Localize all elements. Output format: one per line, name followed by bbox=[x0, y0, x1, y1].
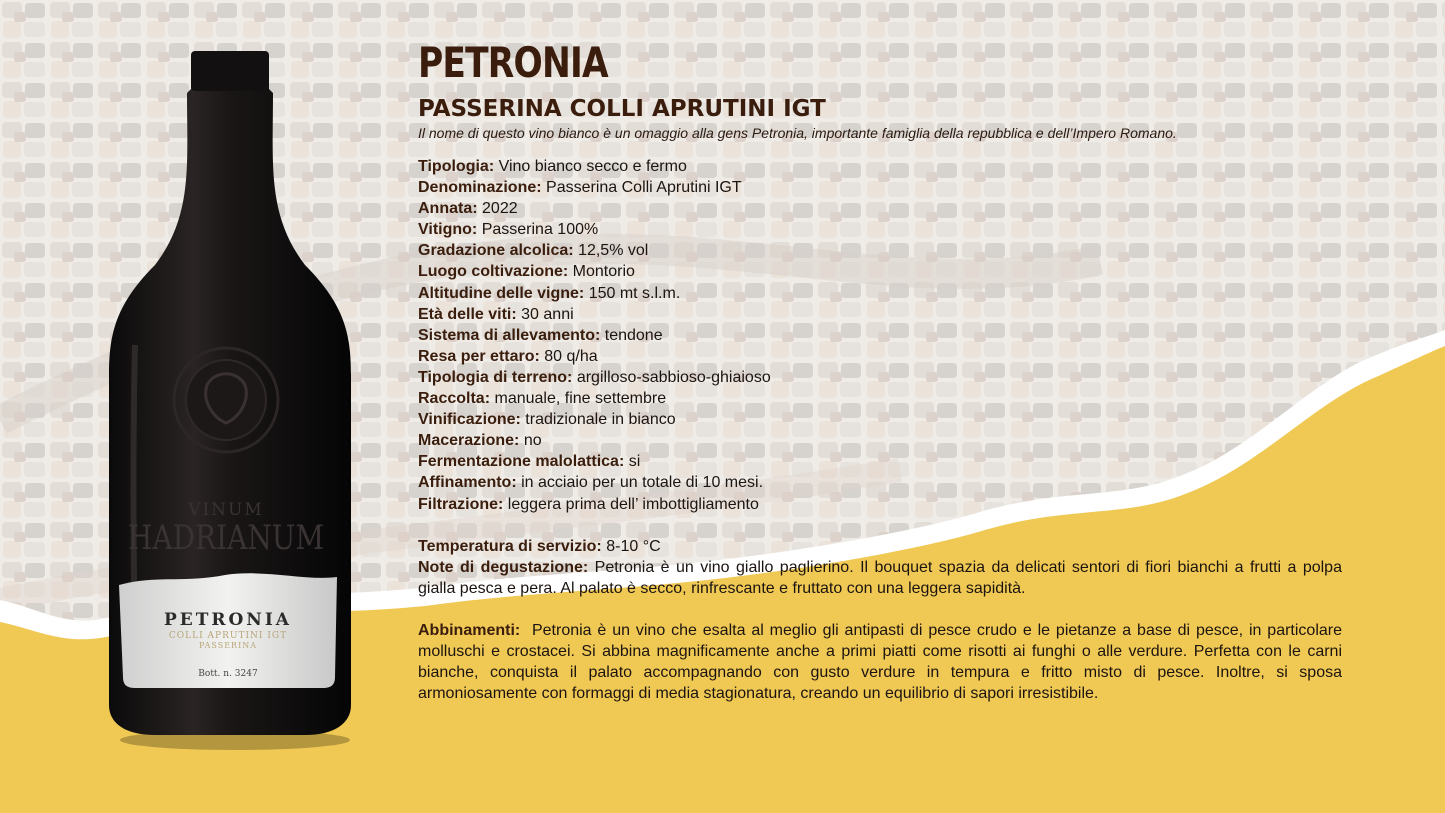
spec-row bbox=[418, 261, 1342, 282]
spec-label: Resa per ettaro: bbox=[418, 347, 540, 365]
spec-label: Affinamento: bbox=[418, 474, 517, 492]
spec-row bbox=[418, 177, 1342, 198]
wine-name: PETRONIA bbox=[418, 38, 608, 87]
label-line2: PASSERINA bbox=[198, 641, 258, 650]
spec-row bbox=[418, 219, 1342, 240]
spec-value: no bbox=[523, 432, 542, 450]
spec-value: si bbox=[628, 453, 641, 471]
spec-row bbox=[418, 304, 1342, 325]
spec-label: Gradazione alcolica: bbox=[418, 242, 574, 260]
spec-row bbox=[418, 156, 1342, 177]
bottle-brand-top: VINUM bbox=[188, 500, 264, 520]
spec-row bbox=[418, 451, 1342, 472]
spec-value: 150 mt s.l.m. bbox=[588, 284, 681, 302]
spec-row bbox=[418, 367, 1342, 388]
spec-row bbox=[418, 388, 1342, 409]
food-pairings bbox=[418, 620, 1342, 704]
spec-value: argilloso-sabbioso-ghiaioso bbox=[576, 368, 771, 386]
spec-value: 2022 bbox=[482, 200, 518, 218]
spec-value: 30 anni bbox=[521, 305, 574, 323]
spec-value: 80 q/ha bbox=[544, 347, 598, 365]
tasting-value: Petronia è un vino giallo paglierino. Il bouquet spazia da delicati sentori di fiori bianchi a frutti a polpa gialla pesca e pera. Al palato è secco, rinfrescante e fruttato con una leggera sapidità. bbox=[418, 558, 1342, 597]
label-bottle-number: Bott. n. 3247 bbox=[198, 669, 258, 679]
bottle-brand-main: HADRIANUM bbox=[128, 518, 324, 558]
spec-label: Età delle viti: bbox=[418, 305, 517, 323]
spec-row bbox=[418, 494, 1342, 515]
wine-title: PASSERINA COLLI APRUTINI IGT bbox=[418, 96, 826, 122]
spec-label: Tipologia di terreno: bbox=[418, 368, 573, 386]
label-name: PETRONIA bbox=[163, 610, 293, 630]
spec-row bbox=[418, 472, 1342, 493]
spec-label: Filtrazione: bbox=[418, 495, 504, 513]
spec-label: Fermentazione malolattica: bbox=[418, 453, 625, 471]
wine-bottle-image bbox=[95, 45, 365, 755]
spec-value: manuale, fine settembre bbox=[494, 390, 667, 408]
spec-value: Passerina Colli Aprutini IGT bbox=[546, 179, 742, 197]
spec-value: in acciaio per un totale di 10 mesi. bbox=[521, 474, 764, 492]
spec-label: Sistema di allevamento: bbox=[418, 326, 601, 344]
tasting-label: Note di degustazione: bbox=[418, 558, 589, 576]
spec-value: tendone bbox=[604, 326, 663, 344]
pairing-label: Abbinamenti: bbox=[418, 621, 521, 639]
pairing-value: Petronia è un vino che esalta al meglio gli antipasti di pesce crudo e le pietanze a base di pesce, in particolare molluschi e crostacei. Si abbina magnificamente anche a primi piatti come risotti ai funghi o alle verdure. Perfetta con le carni bianche, conquista il palato accompagnando con gusto verdure in tempura e fritto misto di pesce. Inoltre, si sposa armoniosamente con formaggi di media stagionatura, creando un equilibrio di sapori irresistibile. bbox=[418, 621, 1343, 703]
spec-row bbox=[418, 283, 1342, 304]
spec-row bbox=[418, 240, 1342, 261]
spec-value: leggera prima dell’ imbottigliamento bbox=[507, 495, 759, 513]
spec-value: tradizionale in bianco bbox=[525, 411, 676, 429]
spec-label: Raccolta: bbox=[418, 390, 491, 408]
spec-row bbox=[418, 325, 1342, 346]
spec-value: Vino bianco secco e fermo bbox=[498, 158, 687, 175]
spec-label: Luogo coltivazione: bbox=[418, 263, 569, 281]
temperature-value: 8-10 °C bbox=[606, 537, 661, 555]
spec-label: Vitigno: bbox=[418, 221, 478, 239]
spec-row bbox=[418, 430, 1342, 451]
temperature-label: Temperatura di servizio: bbox=[418, 537, 602, 555]
spec-label: Denominazione: bbox=[418, 179, 542, 197]
label-line1: COLLI APRUTINI IGT bbox=[168, 631, 288, 641]
spec-label: Altitudine delle vigne: bbox=[418, 284, 585, 302]
spec-value: 12,5% vol bbox=[578, 242, 649, 260]
spec-value: Montorio bbox=[572, 263, 635, 281]
spec-label: Macerazione: bbox=[418, 432, 520, 450]
spec-label: Vinificazione: bbox=[418, 411, 521, 429]
tasting-notes bbox=[418, 557, 1342, 599]
spec-list bbox=[418, 156, 1342, 515]
wine-description: Il nome di questo vino bianco è un omaggio alla gens Petronia, importante famiglia della repubblica e dell’Impero Romano. bbox=[418, 125, 1177, 141]
spec-label: Tipologia: bbox=[418, 158, 495, 175]
spec-row bbox=[418, 409, 1342, 430]
spec-row bbox=[418, 346, 1342, 367]
spec-row bbox=[418, 198, 1342, 219]
spec-value: Passerina 100% bbox=[481, 221, 599, 239]
wine-sheet bbox=[418, 40, 1342, 704]
spec-label: Annata: bbox=[418, 200, 478, 218]
serving-temperature bbox=[418, 536, 1342, 557]
